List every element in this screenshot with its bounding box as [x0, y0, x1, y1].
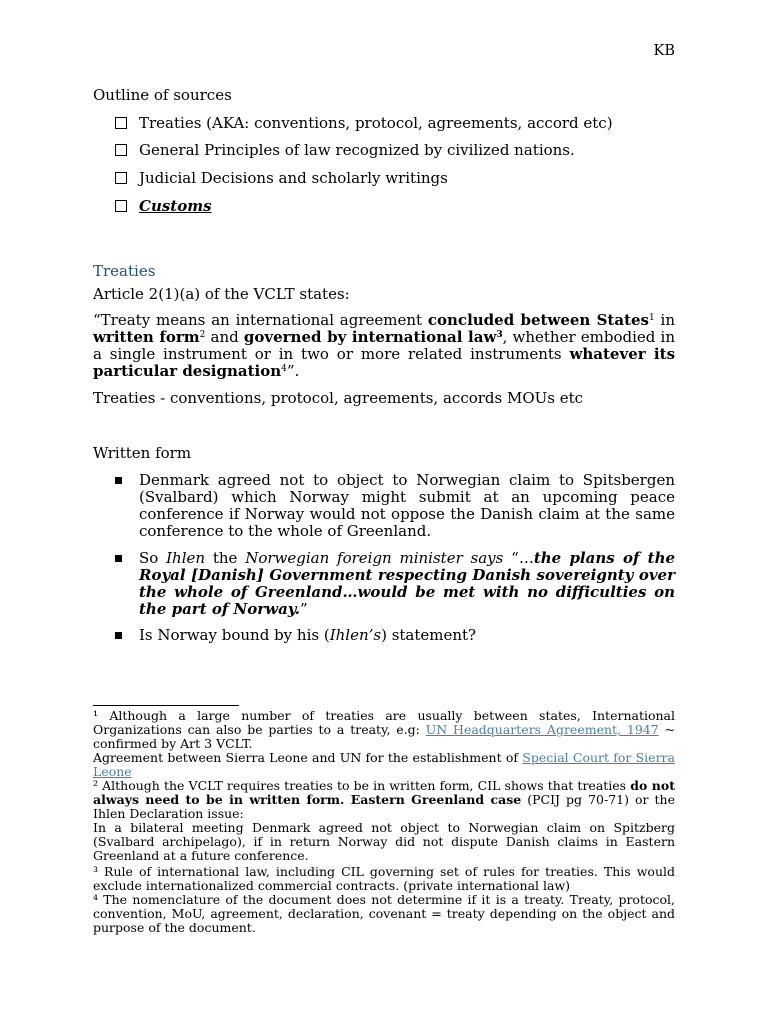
- footnote-4: ⁴ The nomenclature of the document does not determine if it is a treaty. Treaty, protocol, convention, MoU, agreement, declaration, covenant = treaty depending on the object and purpose of the document.: [93, 892, 675, 935]
- treaties-heading: Treaties: [93, 262, 156, 280]
- un-headquarters-agreement-link[interactable]: UN Headquarters Agreement, 1947: [425, 722, 659, 737]
- list-item: Customs: [115, 198, 212, 215]
- written-form-heading: Written form: [93, 444, 192, 462]
- list-item: Judicial Decisions and scholarly writings: [115, 170, 448, 187]
- list-item: Is Norway bound by his (Ihlen’s) statement?: [115, 627, 675, 644]
- list-item: So Ihlen the Norwegian foreign minister says “…the plans of the Royal [Danish] Government respecting Danish sovereignty over the whole of Greenland…would be met with no difficulties on the part of Norway.”: [115, 550, 675, 618]
- bullet-square-icon: [115, 632, 122, 639]
- footnote-2: ² Although the VCLT requires treaties to be in written form, CIL shows that treaties do not always need to be in written form. Eastern Greenland case (PCIJ pg 70-71) or the Ihlen Declaration issue: In a bilateral meeting Denmark agreed not object to Norwegian claim on Spitzberg (Svalbard archipelago), if in return Norway did not dispute Danish claims in Eastern Greenland at a future conference.: [93, 778, 675, 863]
- bullet-square-icon: [115, 477, 122, 484]
- checkbox-square-icon: [115, 200, 127, 212]
- checkbox-square-icon: [115, 144, 127, 156]
- treaty-definition-quote: “Treaty means an international agreement concluded between States$^1$ in written form$^2$ and governed by international law$^3$, whether embodied in a single instrument or in two or more related instruments whatever its particular designation$^4$”.: [93, 311, 676, 380]
- header-initials: KB: [653, 43, 675, 59]
- list-item: General Principles of law recognized by civilized nations.: [115, 142, 575, 159]
- list-item: Treaties (AKA: conventions, protocol, agreements, accord etc): [115, 115, 613, 132]
- list-item: Denmark agreed not to object to Norwegian claim to Spitsbergen (Svalbard) which Norway might submit at an upcoming peace conference if Norway would not oppose the Danish claim at the same conference to the whole of Greenland.: [115, 472, 675, 540]
- bullet-square-icon: [115, 555, 122, 562]
- footnote-3: ³ Rule of international law, including CIL governing set of rules for treaties. This would exclude internationalized commercial contracts. (private international law): [93, 864, 675, 893]
- checkbox-square-icon: [115, 172, 127, 184]
- checkbox-square-icon: [115, 117, 127, 129]
- treaties-summary: Treaties - conventions, protocol, agreements, accords MOUs etc: [93, 389, 584, 407]
- footnote-1: ¹ Although a large number of treaties are usually between states, International Organizations can also be parties to a treaty, e.g: UN Headquarters Agreement, 1947 ~ confirmed by Art 3 VCLT. Agreement between Sierra Leone and UN for the establishment of Special Court for Sierra Leone: [93, 708, 676, 779]
- special-court-link[interactable]: Special Court for Sierra Leone: [93, 750, 675, 779]
- footnote-separator: [93, 705, 239, 706]
- article-intro: Article 2(1)(a) of the VCLT states:: [93, 285, 350, 303]
- outline-title: Outline of sources: [93, 86, 232, 104]
